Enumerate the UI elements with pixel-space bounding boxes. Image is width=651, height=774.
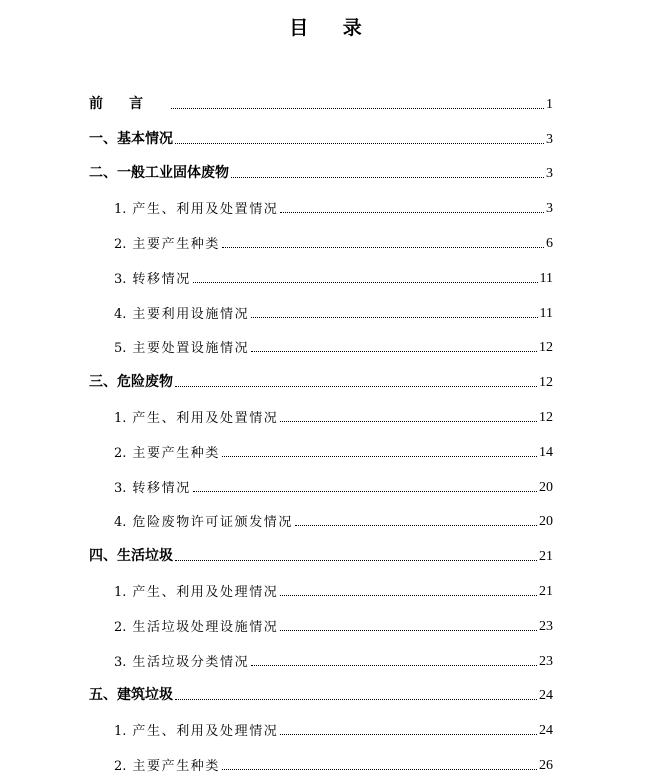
toc-entry-title: 产生、利用及处置情况: [132, 410, 279, 426]
toc-entry[interactable]: [89, 322, 553, 357]
toc-dot-leader: [175, 699, 537, 700]
toc-dot-leader: [251, 351, 537, 352]
toc-entry[interactable]: [89, 704, 553, 739]
toc-entry-number: 5.: [114, 341, 127, 357]
toc-entry[interactable]: [89, 391, 553, 426]
toc-dot-leader: [193, 282, 538, 283]
toc-dot-leader: [280, 595, 537, 596]
toc-entry-page: 21: [539, 583, 553, 599]
toc-entry[interactable]: [89, 148, 553, 183]
toc-dot-leader: [231, 177, 544, 178]
toc-dot-leader: [175, 560, 537, 561]
toc-entry-page: 3: [546, 131, 553, 147]
toc-entry-number: 1.: [114, 584, 127, 600]
toc-entry[interactable]: [89, 565, 553, 600]
toc-entry[interactable]: [89, 600, 553, 635]
toc-entry-title: 产生、利用及处置情况: [132, 202, 279, 218]
toc-entry-page: 11: [539, 305, 553, 321]
toc-entry-title: 主要处置设施情况: [132, 341, 250, 357]
toc-entry[interactable]: [89, 461, 553, 496]
toc-entry-title: 一、基本情况: [89, 130, 173, 147]
toc-entry-title: 二、一般工业固体废物: [89, 165, 229, 182]
toc-entry-page: 26: [539, 757, 553, 773]
toc-entry-page: 23: [539, 618, 553, 634]
toc-entry-number: 1.: [114, 724, 127, 740]
toc-dot-leader: [251, 317, 537, 318]
toc-entry-title: 前言: [89, 95, 169, 112]
toc-entry-number: 3.: [114, 654, 127, 670]
toc-entry-page: 24: [539, 688, 553, 704]
toc-entry-number: 2.: [114, 445, 127, 461]
toc-dot-leader: [222, 769, 537, 770]
toc-entry[interactable]: [89, 670, 553, 705]
table-of-contents: [89, 78, 553, 774]
toc-entry-page: 23: [539, 653, 553, 669]
toc-entry-page: 11: [539, 270, 553, 286]
toc-entry-number: 1.: [114, 202, 127, 218]
toc-entry-title: 生活垃圾处理设施情况: [132, 619, 279, 635]
toc-entry-page: 14: [539, 444, 553, 460]
toc-entry-title: 主要产生种类: [132, 758, 221, 774]
toc-entry[interactable]: [89, 78, 553, 113]
toc-entry[interactable]: [89, 496, 553, 531]
toc-entry-title: 四、生活垃圾: [89, 548, 173, 565]
toc-entry-page: 3: [546, 201, 553, 217]
toc-dot-leader: [251, 665, 537, 666]
toc-dot-leader: [280, 630, 537, 631]
toc-entry-number: 4.: [114, 515, 127, 531]
toc-entry-number: 2.: [114, 619, 127, 635]
toc-entry[interactable]: [89, 530, 553, 565]
toc-entry-number: 3.: [114, 271, 127, 287]
toc-entry-page: 6: [546, 235, 553, 251]
toc-entry-number: 2.: [114, 236, 127, 252]
toc-entry[interactable]: [89, 287, 553, 322]
toc-entry-title: 生活垃圾分类情况: [132, 654, 250, 670]
toc-dot-leader: [295, 525, 537, 526]
toc-entry-title: 转移情况: [132, 271, 191, 287]
toc-entry-page: 3: [546, 166, 553, 182]
toc-dot-leader: [280, 734, 537, 735]
toc-dot-leader: [171, 108, 544, 109]
toc-dot-leader: [280, 212, 544, 213]
page-title: 目 录: [289, 17, 376, 39]
toc-dot-leader: [222, 456, 537, 457]
toc-dot-leader: [280, 421, 537, 422]
toc-entry-title: 五、建筑垃圾: [89, 687, 173, 704]
toc-entry-number: 3.: [114, 480, 127, 496]
toc-dot-leader: [222, 247, 544, 248]
toc-dot-leader: [175, 386, 537, 387]
toc-entry-title: 主要利用设施情况: [132, 306, 250, 322]
toc-entry[interactable]: [89, 739, 553, 774]
toc-entry-title: 主要产生种类: [132, 445, 221, 461]
toc-entry[interactable]: [89, 356, 553, 391]
toc-entry[interactable]: [89, 635, 553, 670]
toc-entry-page: 12: [539, 409, 553, 425]
toc-entry[interactable]: [89, 426, 553, 461]
toc-entry[interactable]: [89, 113, 553, 148]
toc-entry-title: 转移情况: [132, 480, 191, 496]
toc-entry[interactable]: [89, 252, 553, 287]
toc-entry-page: 12: [539, 375, 553, 391]
toc-entry-number: 2.: [114, 758, 127, 774]
toc-entry-page: 24: [539, 723, 553, 739]
toc-entry-title: 产生、利用及处理情况: [132, 724, 279, 740]
toc-entry-page: 1: [546, 96, 553, 112]
toc-entry-page: 12: [539, 340, 553, 356]
toc-entry-title: 主要产生种类: [132, 236, 221, 252]
toc-dot-leader: [193, 491, 537, 492]
toc-entry-title: 危险废物许可证颁发情况: [132, 515, 294, 531]
toc-entry[interactable]: [89, 217, 553, 252]
toc-entry[interactable]: [89, 182, 553, 217]
toc-entry-title: 产生、利用及处理情况: [132, 584, 279, 600]
toc-entry-page: 20: [539, 514, 553, 530]
toc-entry-page: 21: [539, 549, 553, 565]
toc-entry-page: 20: [539, 479, 553, 495]
toc-dot-leader: [175, 143, 544, 144]
toc-entry-number: 1.: [114, 410, 127, 426]
toc-entry-number: 4.: [114, 306, 127, 322]
toc-entry-title: 三、危险废物: [89, 374, 173, 391]
